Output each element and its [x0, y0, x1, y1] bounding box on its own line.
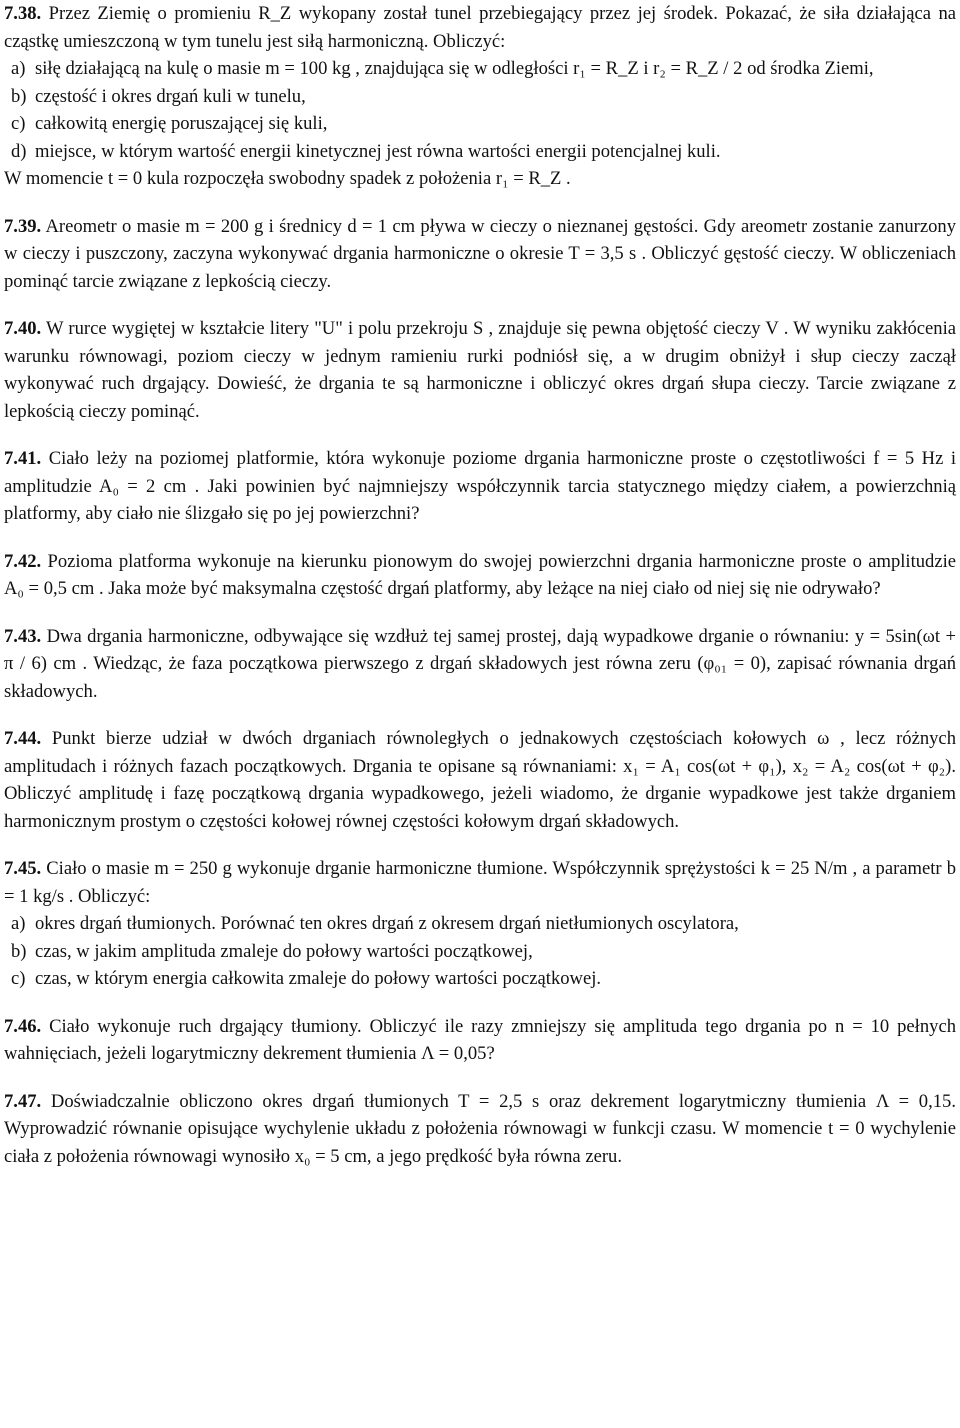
- subquestion-label: b): [11, 940, 27, 962]
- problem-text: [4, 0, 956, 55]
- subquestion-text: czas, w jakim amplituda zmaleje do połowy wartości początkowej,: [35, 940, 533, 962]
- problem-outro: W momencie t = 0 kula rozpoczęła swobodny spadek z położenia r₁ = R_Z .: [4, 168, 571, 189]
- subquestion-list: [4, 910, 956, 993]
- subquestion-item: [4, 138, 956, 166]
- subquestion-item: [4, 965, 956, 993]
- subquestion-label: a): [11, 913, 26, 934]
- subquestion-text: miejsce, w którym wartość energii kinetycznej jest równa wartości energii potencjalnej kuli.: [35, 140, 721, 162]
- problem-text: [4, 1088, 956, 1171]
- problem-text: [4, 213, 956, 296]
- problem-7-41: [4, 445, 956, 528]
- problem-7-46: [4, 1013, 956, 1068]
- problem-number: 7.42.: [4, 550, 42, 572]
- problem-number: 7.39.: [4, 215, 42, 237]
- subquestion-item: [4, 910, 956, 938]
- subquestion-label: b): [11, 85, 27, 107]
- problem-intro: Przez Ziemię o promieniu R_Z wykopany został tunel przebiegający przez jej środek. Pokazać, że siła działająca na cząstkę umieszczoną w tym tunelu jest siłą harmoniczną. Obliczyć:: [4, 3, 956, 52]
- problem-7-40: [4, 315, 956, 425]
- problem-number: 7.46.: [4, 1015, 42, 1037]
- problem-intro: Ciało leży na poziomej platformie, która wykonuje poziome drgania harmoniczne proste o częstotliwości f = 5 Hz i amplitudzie A₀ = 2 cm . Jaki powinien być najmniejszy współczynnik tarcia statycznego między ciałem, a powierzchnią platformy, aby ciało nie ślizgało się po jej powierzchni?: [4, 448, 957, 524]
- problem-intro: Doświadczalnie obliczono okres drgań tłumionych T = 2,5 s oraz dekrement logarytmiczny tłumienia Λ = 0,15. Wyprowadzić równanie opisujące wychylenie układu z położenia równowagi w funkcji czasu. W momencie t = 0 wychylenie ciała z położenia równowagi wynosiło x₀ = 5 cm, a jego prędkość była równa zeru.: [4, 1090, 956, 1167]
- subquestion-item: [4, 938, 956, 966]
- subquestion-text: siłę działającą na kulę o masie m = 100 kg , znajdująca się w odległości r₁ = R_Z i r₂ = R_Z / 2 od środka Ziemi,: [35, 58, 874, 79]
- subquestion-label: d): [11, 140, 27, 162]
- problem-7-45: [4, 855, 956, 993]
- subquestion-text: częstość i okres drgań kuli w tunelu,: [35, 85, 306, 107]
- problem-intro: Pozioma platforma wykonuje na kierunku pionowym do swojej powierzchni drgania harmoniczne proste o amplitudzie A₀ = 0,5 cm . Jaka może być maksymalna częstość drgań platformy, aby leżące na niej ciało od niej się nie odrywało?: [4, 550, 957, 599]
- problem-7-43: [4, 623, 956, 706]
- subquestion-item: [4, 83, 956, 111]
- problem-intro: Punkt bierze udział w dwóch drganiach równoległych o jednakowych częstościach kołowych ω , lecz różnych amplitudach i różnych fazach początkowych. Drgania te opisane są równaniami: x₁ = A₁ cos(ωt + φ₁), x₂ = A₂ cos(ωt + φ₂). Obliczyć amplitudę i fazę początkową drgania wypadkowego, jeżeli wiadomo, że drganie wypadkowe jest także drganiem harmonicznym prostym o częstości kołowej równej częstości kołowym drgań składowych.: [4, 728, 956, 832]
- subquestion-label: a): [11, 58, 26, 79]
- problem-text: [4, 623, 956, 706]
- subquestion-text: całkowitą energię poruszającej się kuli,: [35, 113, 328, 134]
- problem-number: 7.45.: [4, 858, 42, 879]
- subquestion-item: [4, 55, 956, 83]
- problem-number: 7.44.: [4, 728, 42, 749]
- problem-intro: Areometr o masie m = 200 g i średnicy d = 1 cm pływa w cieczy o nieznanej gęstości. Gdy areometr zostanie zanurzony w cieczy i puszczony, zaczyna wykonywać drgania harmoniczne o okresie T = 3,5 s . Obliczyć gęstość cieczy. W obliczeniach pominąć tarcie związane z lepkością cieczy.: [4, 215, 956, 292]
- problem-number: 7.40.: [4, 318, 42, 339]
- problem-7-47: [4, 1088, 956, 1171]
- problem-text: [4, 1013, 956, 1068]
- subquestion-label: c): [11, 968, 26, 989]
- subquestion-list: [4, 55, 956, 165]
- problem-7-42: [4, 548, 956, 603]
- problem-number: 7.47.: [4, 1090, 42, 1112]
- problem-text: [4, 548, 956, 603]
- problem-intro: W rurce wygiętej w kształcie litery "U" i polu przekroju S , znajduje się pewna objętość cieczy V . W wyniku zakłócenia warunku równowagi, poziom cieczy w jednym ramieniu rurki podniósł się, a w drugim obniżył i słup cieczy zaczął wykonywać ruch drgający. Dowieść, że drgania te są harmoniczne i obliczyć okres drgań słupa cieczy. Tarcie związane z lepkością cieczy pominąć.: [4, 318, 957, 422]
- problem-number: 7.38.: [4, 3, 42, 24]
- problem-number: 7.41.: [4, 448, 42, 469]
- subquestion-text: czas, w którym energia całkowita zmaleje do połowy wartości początkowej.: [35, 968, 602, 989]
- problem-text: [4, 315, 956, 425]
- subquestion-label: c): [11, 113, 26, 134]
- problem-number: 7.43.: [4, 625, 42, 647]
- problem-intro: Dwa drgania harmoniczne, odbywające się wzdłuż tej samej prostej, dają wypadkowe drganie o równaniu: y = 5sin(ωt + π / 6) cm . Wiedząc, że faza początkowa pierwszego z drgań składowych jest równa zeru (φ₀₁ = 0), zapisać równania drgań składowych.: [4, 625, 956, 702]
- problem-7-39: [4, 213, 956, 296]
- subquestion-item: [4, 110, 956, 138]
- problem-7-38: [4, 0, 956, 193]
- problem-text: [4, 855, 956, 910]
- problem-intro: Ciało wykonuje ruch drgający tłumiony. Obliczyć ile razy zmniejszy się amplituda tego drgania po n = 10 pełnych wahnięciach, jeżeli logarytmiczny dekrement tłumienia Λ = 0,05?: [4, 1015, 956, 1064]
- problem-text: [4, 725, 956, 835]
- problem-text: [4, 445, 956, 528]
- subquestion-text: okres drgań tłumionych. Porównać ten okres drgań z okresem drgań nietłumionych oscylatora,: [35, 913, 739, 934]
- problem-intro: Ciało o masie m = 250 g wykonuje drganie harmoniczne tłumione. Współczynnik sprężystości k = 25 N/m , a parametr b = 1 kg/s . Obliczyć:: [4, 858, 956, 907]
- problem-7-44: [4, 725, 956, 835]
